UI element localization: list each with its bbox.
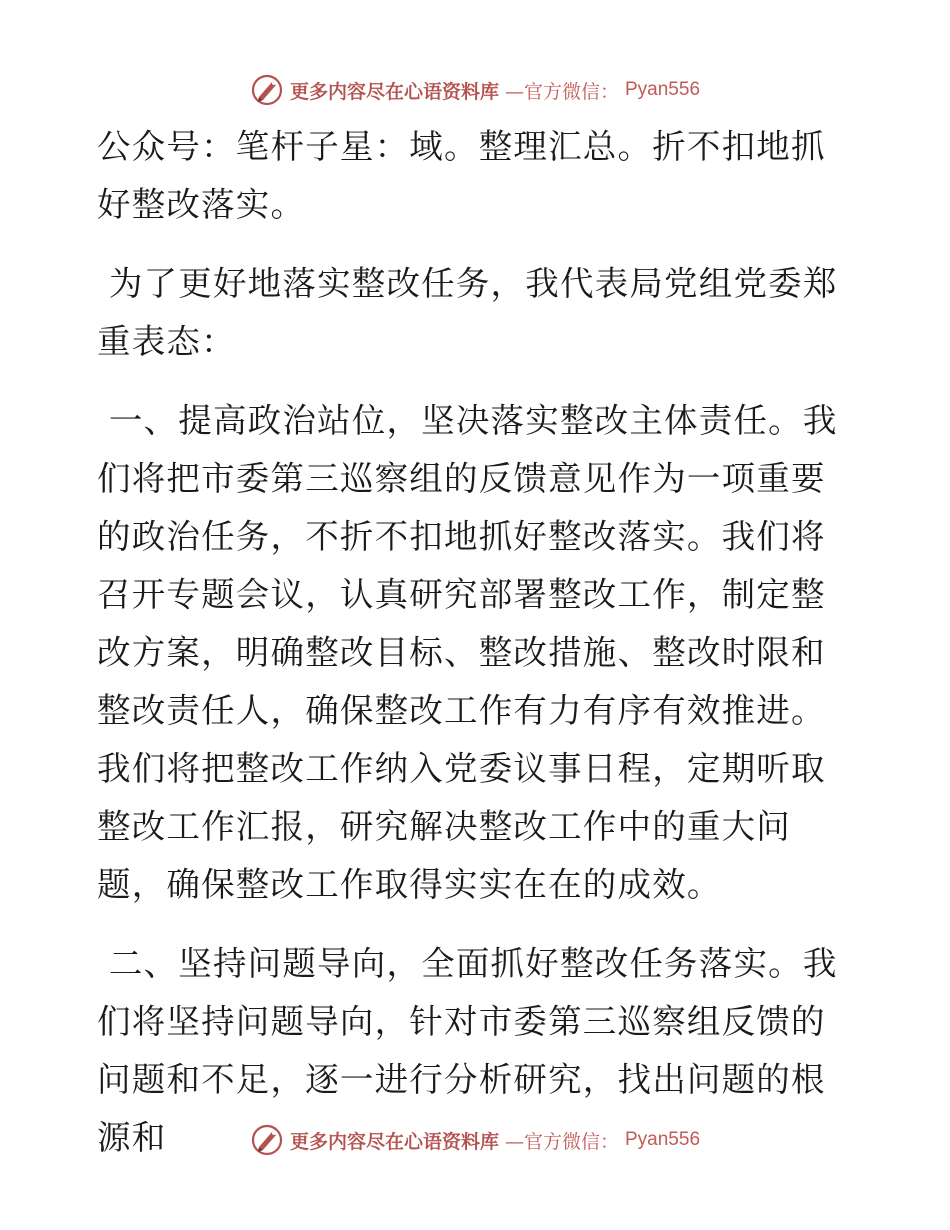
paragraph: 公众号：笔杆子星：域。整理汇总。折不扣地抓好整改落实。 [97,127,826,224]
paragraph: 为了更好地落实整改任务，我代表局党组党委郑重表态： [97,264,838,361]
watermark-main-text: 更多内容尽在心语资料库 [289,1130,499,1153]
watermark-sub-text: —官方微信： [504,1130,619,1153]
watermark-main-text: 更多内容尽在心语资料库 [289,80,499,103]
pen-circle-logo-icon [250,73,284,107]
header-watermark [0,70,950,110]
footer-watermark [0,1120,950,1160]
pen-circle-logo-icon [250,1123,284,1157]
paragraph: 二、坚持问题导向，全面抓好整改任务落实。我们将坚持问题导向，针对市委第三巡察组反馈的问题和不足，逐一进行分析研究，找出问题的根源和 [97,944,838,1157]
paragraph: 一、提高政治站位，坚决落实整改主体责任。我们将把市委第三巡察组的反馈意见作为一项重要的政治任务，不折不扣地抓好整改落实。我们将召开专题会议，认真研究部署整改工作，制定整改方案，明确整改目标、整改措施、整改时限和整改责任人，确保整改工作有力有序有效推进。我们将把整改工作纳入党委议事日程，定期听取整改工作汇报，研究解决整改工作中的重大问题，确保整改工作取得实实在在的成效。 [97,401,838,904]
watermark-wechat-id: Pyan556 [625,79,701,100]
watermark-sub-text: —官方微信： [504,80,619,103]
document-body [97,118,857,1188]
watermark-wechat-id: Pyan556 [625,1129,701,1150]
